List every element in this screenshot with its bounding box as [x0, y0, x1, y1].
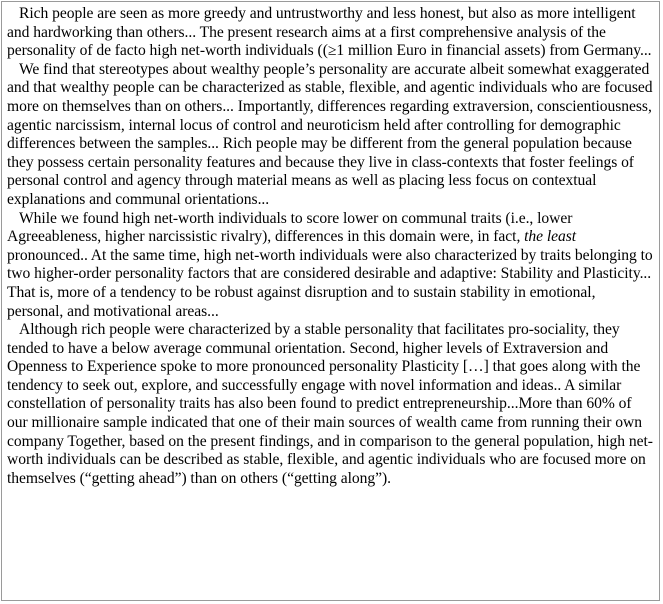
paragraph-3-emphasis: the least	[524, 228, 577, 246]
paragraph-4: Although rich people were characterized by a stable personality that facilitates pro-sociality, they tended to have a below average communal orientation. Second, higher levels of Extraversion and Openness to Experience spoke to more pronounced personality Plasticity […] that goes along with the tendency to seek out, explore, and successfully engage with novel information and ideas.. A similar constellation of personality traits has also been found to predict entrepreneurship...More than 60% of our millionaire sample indicated that one of their main sources of wealth came from running their own company Together, based on the present findings, and in comparison to the general population, high net-worth individuals can be described as stable, flexible, and agentic individuals who are focused more on themselves (“getting ahead”) than on others (“getting along”).	[7, 321, 653, 487]
paragraph-1: Rich people are seen as more greedy and untrustworthy and less honest, but also as more intelligent and hardworking than others... The present research aims at a first comprehensive analysis of the personality of de facto high net-worth individuals ((≥1 million Euro in financial assets) from Germany...	[7, 5, 652, 60]
text-box	[1, 1, 660, 601]
paragraph-2: We find that stereotypes about wealthy people’s personality are accurate albeit somewhat exaggerated and that wealthy people can be characterized as stable, flexible, and agentic individuals who are focused more on themselves than on others... Importantly, differences regarding extraversion, conscientiousness, agentic narcissism, internal locus of control and neuroticism held after controlling for demographic differences between the samples... Rich people may be different from the general population because they possess certain personality features and because they live in class-contexts that foster feelings of personal control and agency through material means as well as placing less focus on contextual explanations and communal orientations...	[7, 60, 653, 208]
paragraph-3-after: pronounced.. At the same time, high net-worth individuals were also characterized by traits belonging to two higher-order personality factors that are considered desirable and adaptive: Stability and Plasticity... That is, more of a tendency to be robust against disruption and to sustain stability in emotional, personal, and motivational areas...	[7, 246, 653, 320]
paragraph-3	[2, 210, 659, 322]
paragraph-3-before: While we found high net-worth individuals to score lower on communal traits (i.e., lower Agreeableness, higher narcissistic rivalry), differences in this domain were, in fact,	[7, 209, 573, 246]
